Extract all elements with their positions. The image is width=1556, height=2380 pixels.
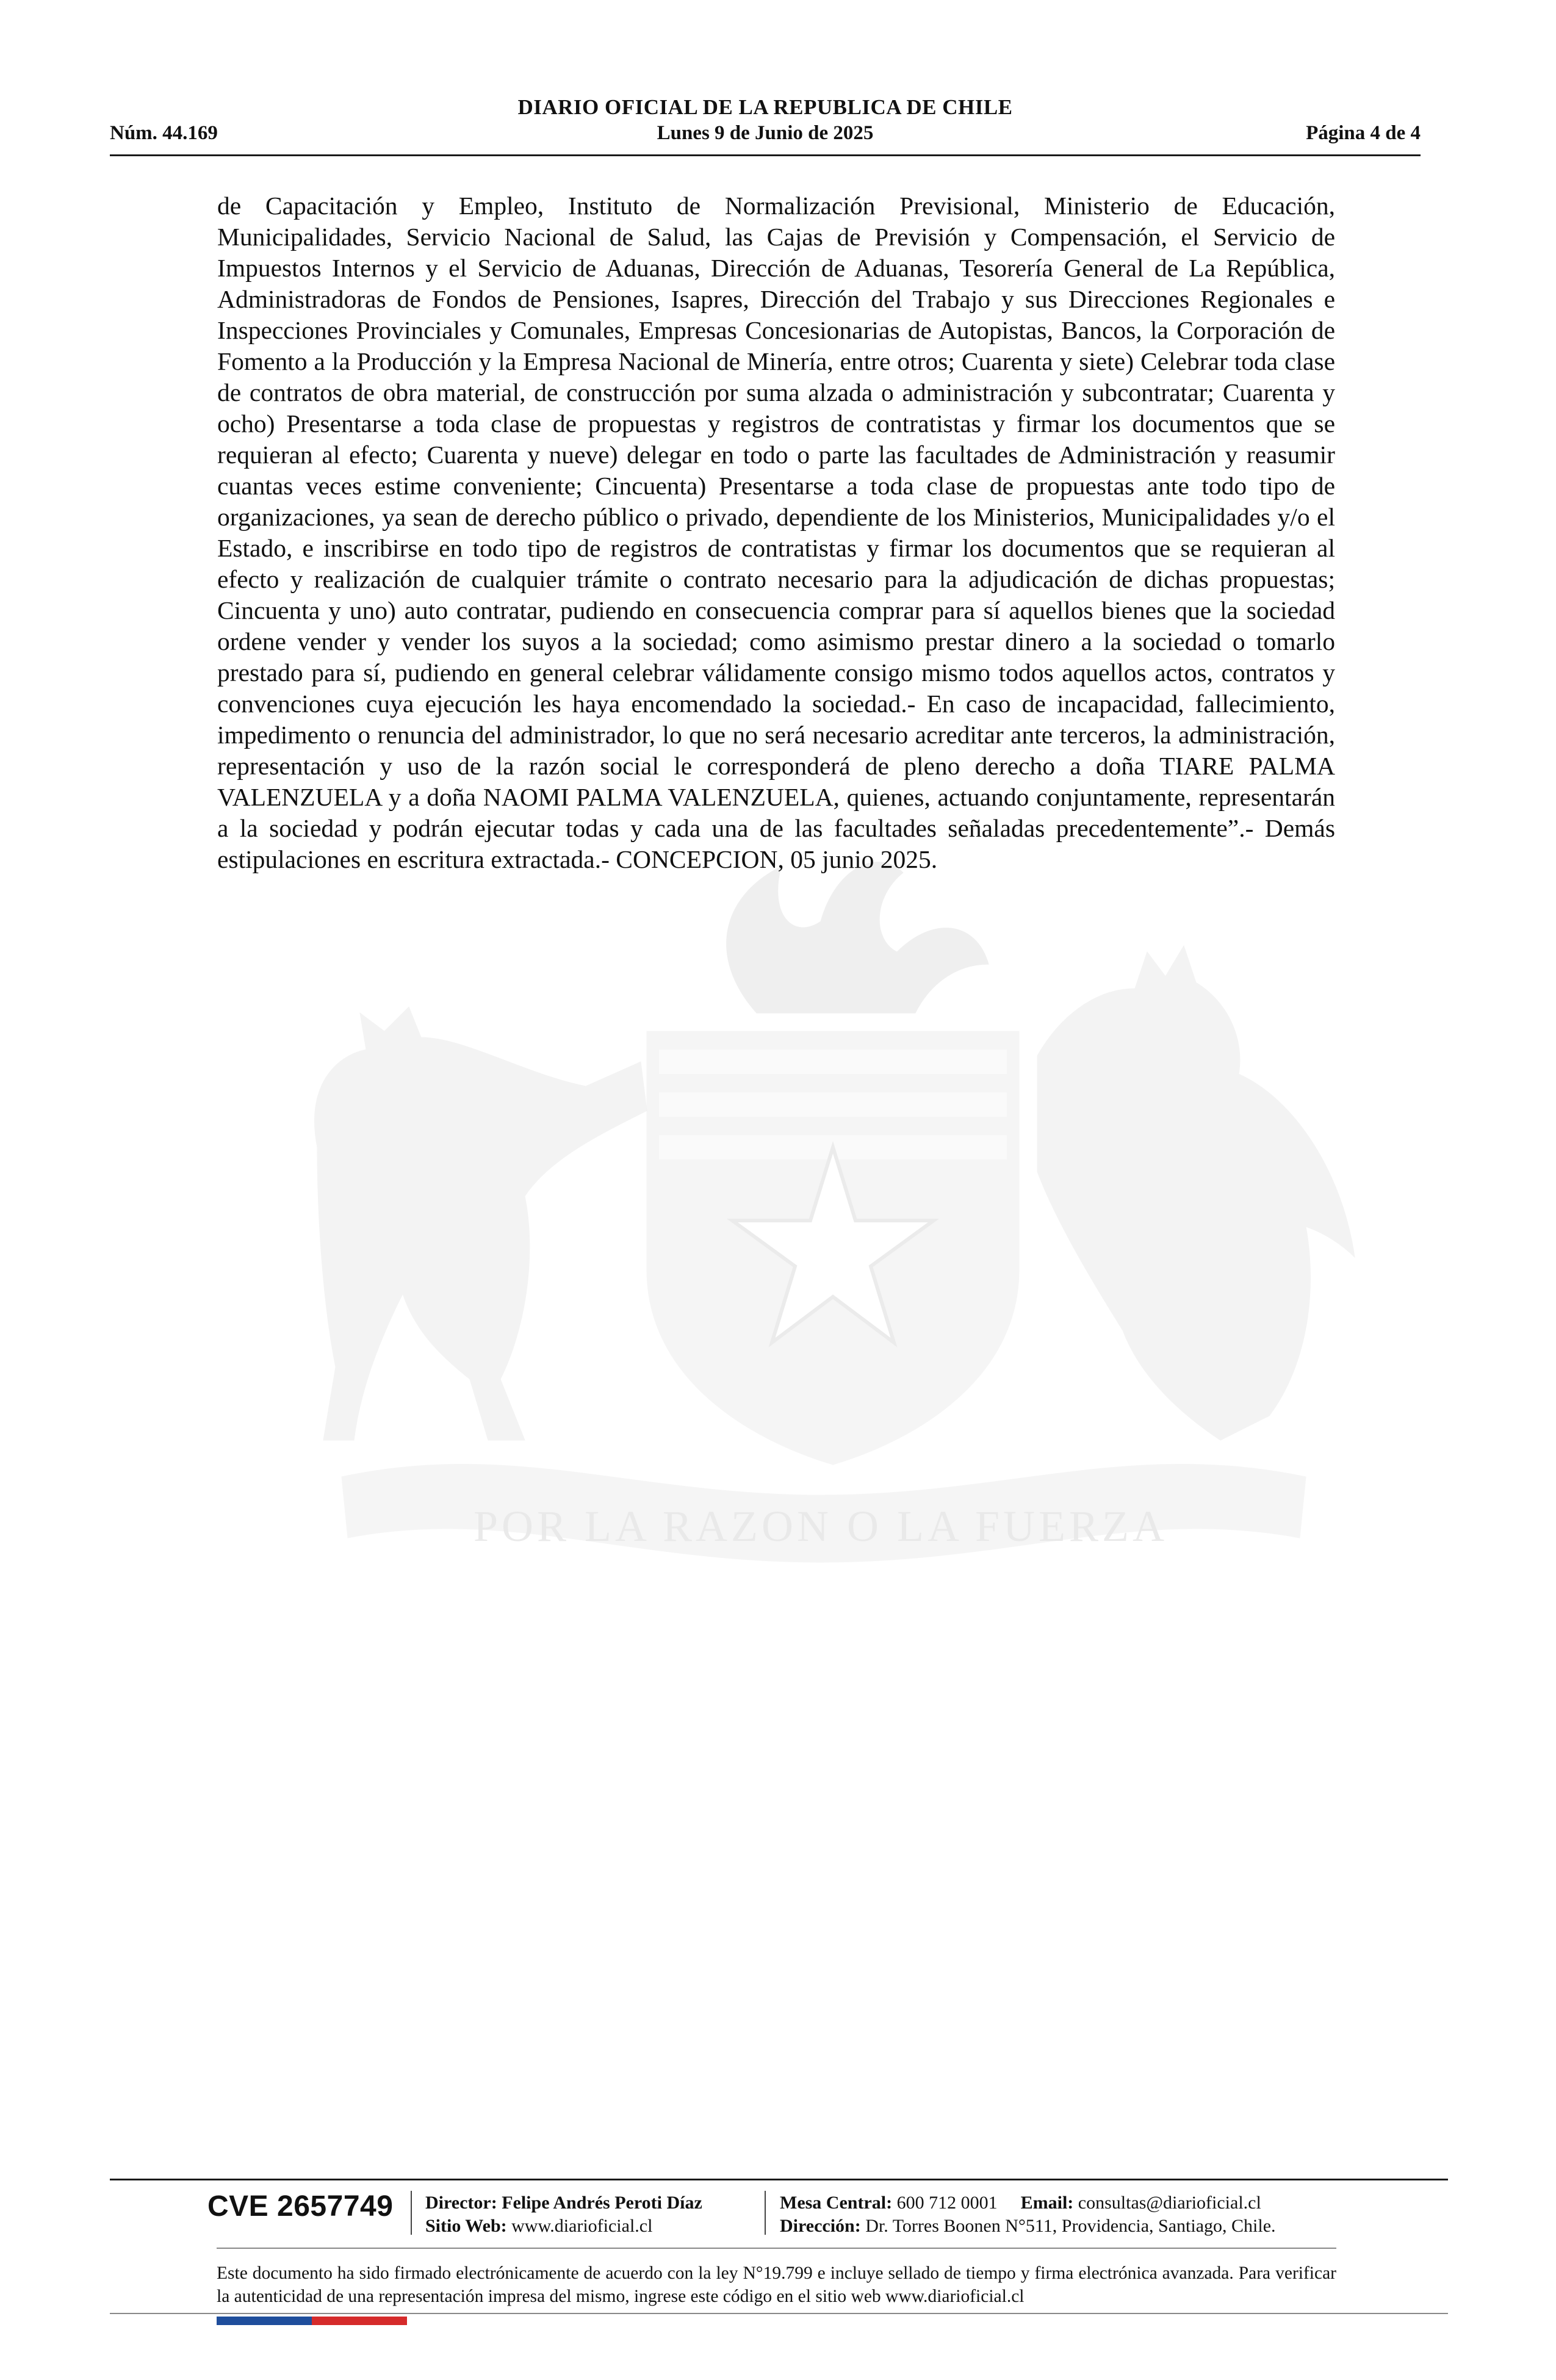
flag-blue-segment <box>217 2317 312 2325</box>
signature-notice <box>217 2262 1336 2308</box>
footer-bottom-divider <box>110 2313 1448 2314</box>
issue-date: Lunes 9 de Junio de 2025 <box>657 122 874 144</box>
cve-code: CVE 2657749 <box>207 2190 394 2223</box>
email-link[interactable]: consultas@diarioficial.cl <box>1078 2193 1261 2213</box>
director-name: Felipe Andrés Peroti Díaz <box>502 2193 702 2213</box>
footer-mid-divider <box>217 2248 1336 2249</box>
issue-number: Núm. 44.169 <box>110 122 218 144</box>
body-text <box>217 190 1335 875</box>
footer-top-divider <box>110 2179 1448 2180</box>
body-paragraph: de Capacitación y Empleo, Instituto de Normalización Previsional, Ministerio de Educación, Municipalidades, Servicio Nacional de Salud, las Cajas de Previsión y Compensación, el Servicio de Impuestos Internos y el Servicio de Aduanas, Dirección de Aduanas, Tesorería General de La República, Administradoras de Fondos de Pensiones, Isapres, Dirección del Trabajo y sus Direcciones Regionales e Inspecciones Provinciales y Comunales, Empresas Concesionarias de Autopistas, Bancos, la Corporación de Fomento a la Producción y la Empresa Nacional de Minería, entre otros; Cuarenta y siete) Celebrar toda clase de contratos de obra material, de construcción por suma alzada o administración y subcontratar; Cuarenta y ocho) Presentarse a toda clase de propuestas y registros de contratistas y firmar los documentos que se requieran al efecto; Cuarenta y nueve) delegar en todo o parte las facultades de Administración y reasumir cuantas veces estime conveniente; Cincuenta) Presentarse a toda clase de propuestas ante todo tipo de organizaciones, ya sean de derecho público o privado, dependiente de los Ministerios, Municipalidades y/o el Estado, e inscribirse en todo tipo de registros de contratistas y firmar los documentos que se requieran al efecto y realización de cualquier trámite o contrato necesario para la adjudicación de dichas propuestas; Cincuenta y uno) auto contratar, pudiendo en consecuencia comprar para sí aquellos bienes que la sociedad ordene vender y vender los suyos a la sociedad; como asimismo prestar dinero a la sociedad o tomarlo prestado para sí, pudiendo en general celebrar válidamente consigo mismo todos aquellos actos, contratos y convenciones cuya ejecución les haya encomendado la sociedad.- En caso de incapacidad, fallecimiento, impedimento o renuncia del administrador, lo que no será necesario acreditar ante terceros, la administración, representación y uso de la razón social le corresponderá de pleno derecho a doña TIARE PALMA VALENZUELA y a doña NAOMI PALMA VALENZUELA, quienes, actuando conjuntamente, representarán a la sociedad y podrán ejecutar todas y cada una de las facultades señaladas precedentemente”.- Demás estipulaciones en escritura extractada.- CONCEPCION, 05 junio 2025. <box>217 192 1335 873</box>
address-label: Dirección: <box>780 2216 861 2236</box>
web-label: Sitio Web: <box>425 2216 507 2236</box>
website-link[interactable]: www.diarioficial.cl <box>511 2216 653 2236</box>
page-header <box>110 92 1421 159</box>
footer-separator <box>411 2191 412 2235</box>
flag-color-bar <box>217 2317 407 2325</box>
address-value: Dr. Torres Boonen N°511, Providencia, Santiago, Chile. <box>865 2216 1276 2236</box>
footer-director-column <box>425 2191 702 2238</box>
mesa-label: Mesa Central: <box>780 2193 893 2213</box>
page-indicator: Página 4 de 4 <box>1306 122 1421 144</box>
email-label: Email: <box>1020 2193 1074 2213</box>
watermark-motto: POR LA RAZON O LA FUERZA <box>473 1502 1169 1551</box>
coat-of-arms-watermark <box>268 830 1373 1684</box>
footer-contact-column <box>780 2191 1276 2238</box>
flag-red-segment <box>312 2317 407 2325</box>
mesa-phone: 600 712 0001 <box>896 2193 998 2213</box>
gazette-title: DIARIO OFICIAL DE LA REPUBLICA DE CHILE <box>517 95 1013 119</box>
director-label: Director: <box>425 2193 497 2213</box>
footer-separator <box>765 2191 766 2235</box>
header-divider <box>110 154 1421 156</box>
notice-text: Este documento ha sido firmado electrónicamente de acuerdo con la ley N°19.799 e incluye sellado de tiempo y firma electrónica avanzada. Para verificar la autenticidad de una representación impresa del mismo, ingrese este código en el sitio web www.diarioficial.cl <box>217 2263 1336 2306</box>
